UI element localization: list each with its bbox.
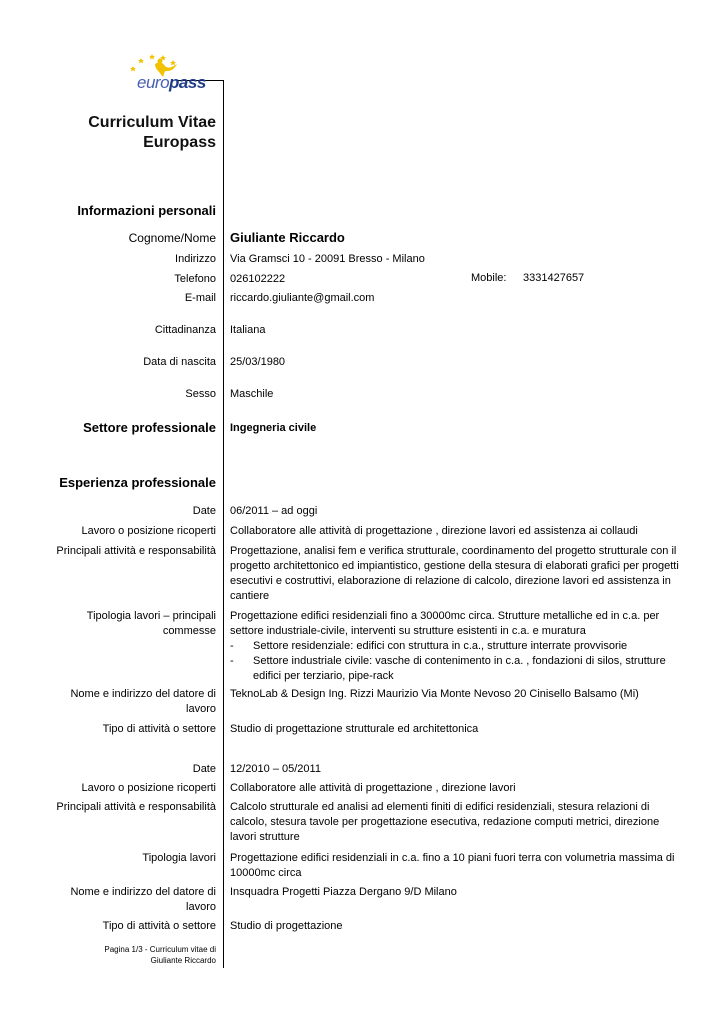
list-item: - Settore residenziale: edifici con struttura in c.a., strutture interrate provvisorie (230, 639, 680, 654)
job1-date-label: Date (192, 505, 216, 517)
citizenship-value: Italiana (230, 324, 266, 336)
name-label: Cognome/Nome (128, 231, 216, 245)
job2-date: 12/2010 – 05/2011 (230, 763, 321, 775)
birthdate-label: Data di nascita (143, 356, 216, 368)
job1-works-label-line2: commesse (162, 625, 216, 637)
europass-logo: europass (137, 73, 206, 92)
mobile-value: 3331427657 (523, 272, 585, 284)
email-label: E-mail (184, 292, 216, 304)
address-value: Via Gramsci 10 - 20091 Bresso - Milano (230, 253, 425, 265)
job2-activities-label: Principali attività e responsabilità (56, 801, 216, 813)
job2-employer: Insquadra Progetti Piazza Dergano 9/D Milano (230, 886, 457, 898)
job1-position-label: Lavoro o posizione ricoperti (81, 525, 216, 537)
page-footer (36, 944, 216, 966)
page-title: Curriculum Vitae (88, 114, 216, 131)
section-experience: Esperienza professionale (59, 475, 216, 490)
footer-line1: Pagina 1/3 - Curriculum vitae di (104, 945, 216, 954)
job1-employer: TeknoLab & Design Ing. Rizzi Maurizio Via Monte Nevoso 20 Cinisello Balsamo (Mi) (230, 688, 639, 700)
name-value: Giuliante Riccardo (230, 230, 345, 245)
list-item: - Settore industriale civile: vasche di contenimento in c.a. , fondazioni di silos, strutture edifici per terziario, pipe-rack (230, 654, 680, 684)
sector-value: Ingegneria civile (230, 422, 317, 434)
job2-employer-label-line2: lavoro (186, 901, 216, 913)
job1-type-label: Tipo di attività o settore (102, 723, 216, 735)
job1-works-list (230, 639, 680, 684)
sex-value: Maschile (230, 388, 274, 400)
job1-position: Collaboratore alle attività di progettazione , direzione lavori ed assistenza ai collaudi (230, 525, 638, 537)
citizenship-label: Cittadinanza (154, 324, 216, 336)
mobile-label: Mobile: (471, 272, 507, 284)
job1-employer-label-line1: Nome e indirizzo del datore di (70, 688, 216, 700)
job1-activities: Progettazione, analisi fem e verifica strutturale, coordinamento del progetto strutturale con il progetto architettonico ed impiantistico, gestione della stesura di elaborati grafici per progetti esecutivi e costruttivi, elaborazione di relazione di calcolo, direzione lavori ed assistenza in cantiere (230, 545, 679, 602)
job1-works-label-line1: Tipologia lavori – principali (86, 610, 216, 622)
page-subtitle: Europass (143, 134, 216, 151)
job1-date: 06/2011 – ad oggi (230, 505, 318, 517)
job2-employer-label-line1: Nome e indirizzo del datore di (70, 886, 216, 898)
job2-type-label: Tipo di attività o settore (102, 920, 216, 932)
sex-label: Sesso (185, 388, 216, 400)
job1-works (230, 609, 680, 684)
footer-line2: Giuliante Riccardo (150, 956, 216, 965)
phone-label: Telefono (174, 273, 216, 285)
phone-value: 026102222 (230, 273, 286, 285)
job1-activities-label: Principali attività e responsabilità (56, 545, 216, 557)
job1-works-text: Progettazione edifici residenziali fino a 30000mc circa. Strutture metalliche ed in c.a. per settore industriale-civile, interventi su strutture esistenti in c.a. e muratura (230, 610, 660, 637)
job2-date-label: Date (192, 763, 216, 775)
section-sector: Settore professionale (83, 420, 216, 435)
job2-type: Studio di progettazione (230, 920, 343, 932)
birthdate-value: 25/03/1980 (230, 356, 286, 368)
email-value[interactable]: riccardo.giuliante@gmail.com (230, 292, 375, 304)
job2-position: Collaboratore alle attività di progettazione , direzione lavori (230, 782, 516, 794)
address-label: Indirizzo (175, 253, 216, 265)
job2-position-label: Lavoro o posizione ricoperti (81, 782, 216, 794)
job2-works: Progettazione edifici residenziali in c.a. fino a 10 piani fuori terra con volumetria massima di 10000mc circa (230, 852, 675, 879)
job1-type: Studio di progettazione strutturale ed architettonica (230, 723, 479, 735)
job2-activities: Calcolo strutturale ed analisi ad elementi finiti di edifici residenziali, stesura relazioni di calcolo, stesura tavole per progettazione esecutiva, redazione computi metrici, direzione lavori strutture (230, 801, 660, 843)
column-divider (223, 80, 224, 968)
section-personal-info: Informazioni personali (77, 203, 216, 218)
job1-employer-label-line2: lavoro (186, 703, 216, 715)
job2-works-label: Tipologia lavori (142, 852, 216, 864)
